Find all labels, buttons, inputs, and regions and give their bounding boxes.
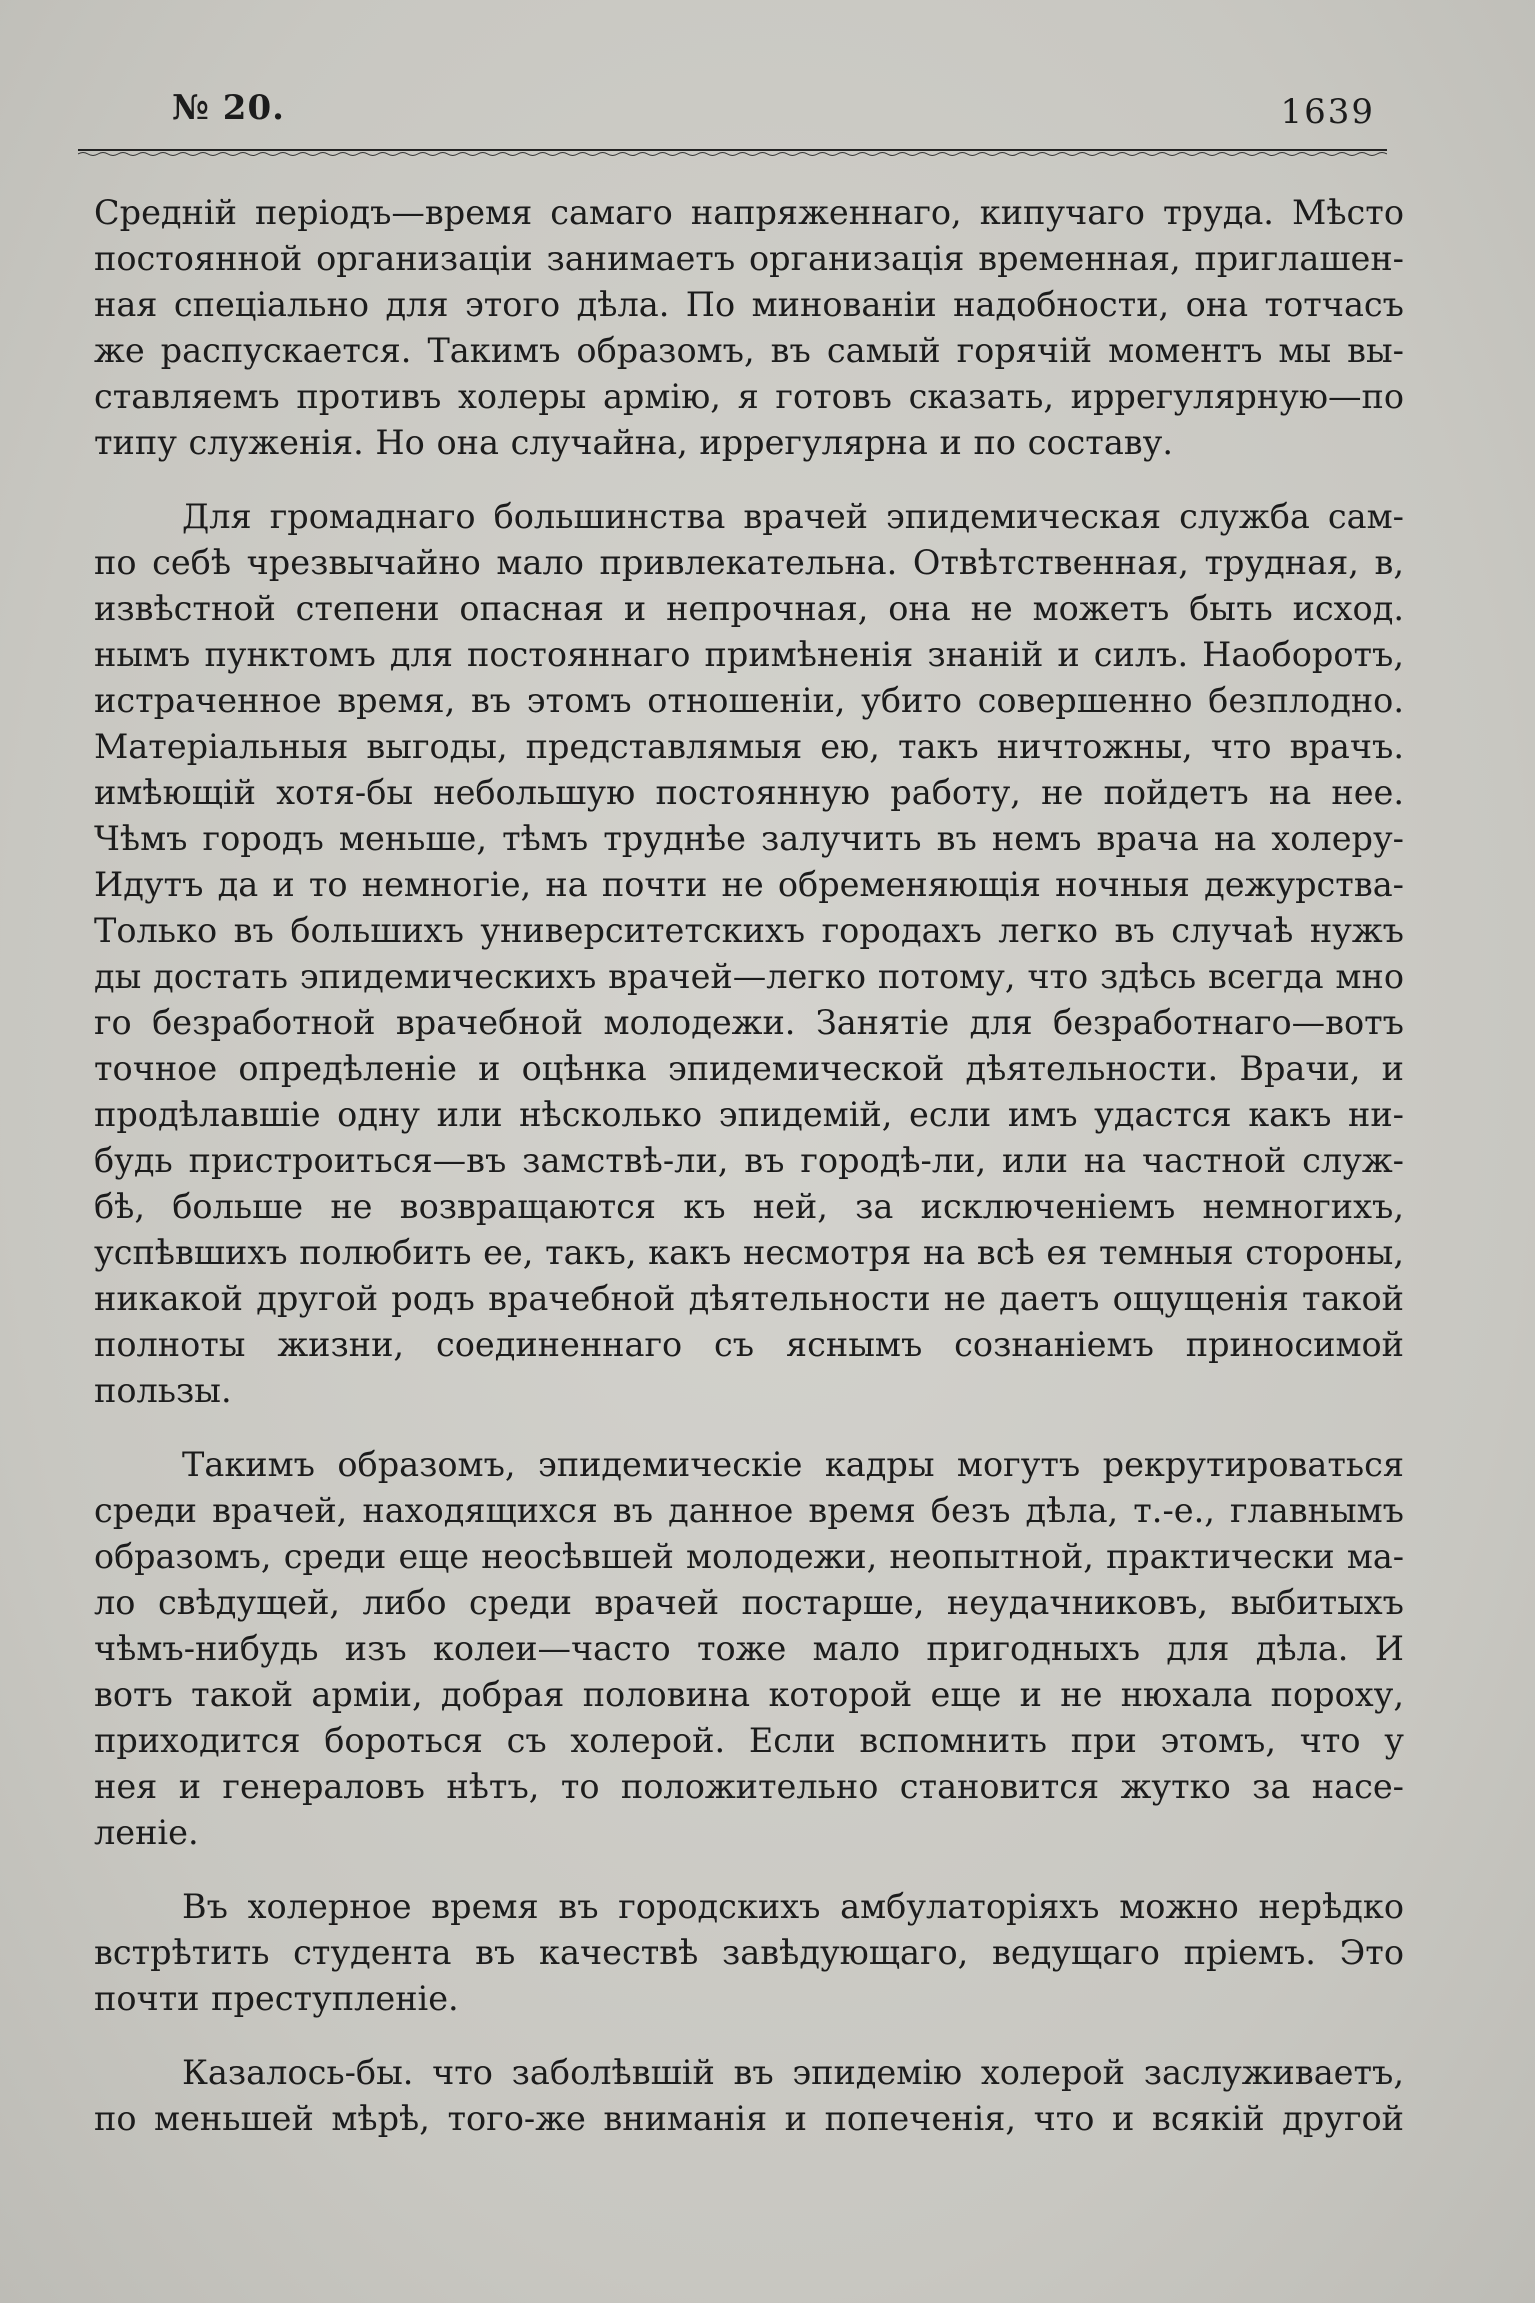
text-line: Матеріальныя выгоды, представлямыя ею, такъ ничтожны, что врачъ. <box>94 727 1404 766</box>
text-line: леніе. <box>94 1813 199 1852</box>
text-line: постоянной организаціи занимаетъ организація временная, приглашен- <box>94 239 1404 278</box>
page-number: 1639 <box>1280 92 1375 132</box>
text-line: истраченное время, въ этомъ отношеніи, убито совершенно безплодно. <box>94 681 1404 720</box>
text-line: бѣ, больше не возвращаются къ ней, за исключеніемъ немногихъ, <box>94 1187 1404 1226</box>
paragraph <box>94 1442 1404 1856</box>
text-line: типу служенія. Но она случайна, иррегулярна и по составу. <box>94 423 1174 462</box>
text-line: успѣвшихъ полюбить ее, такъ, какъ несмотря на всѣ ея темныя стороны, <box>94 1233 1404 1272</box>
paragraph <box>94 2050 1404 2142</box>
paragraph <box>94 190 1404 466</box>
text-line: Въ холерное время въ городскихъ амбулаторіяхъ можно нерѣдко <box>182 1887 1404 1926</box>
paragraph <box>94 1884 1404 2022</box>
text-line: образомъ, среди еще неосѣвшей молодежи, неопытной, практически ма- <box>94 1537 1404 1576</box>
text-line: Идутъ да и то немногіе, на почти не обременяющія ночныя дежурства- <box>94 865 1404 904</box>
issue-number: № 20. <box>172 88 285 128</box>
text-line: никакой другой родъ врачебной дѣятельности не даетъ ощущенія такой <box>94 1279 1404 1318</box>
text-line: го безработной врачебной молодежи. Занятіе для безработнаго—вотъ <box>94 1003 1404 1042</box>
text-line: чѣмъ-нибудь изъ колеи—часто тоже мало пригодныхъ для дѣла. И <box>94 1629 1404 1668</box>
paragraph <box>94 494 1404 1414</box>
text-line: нея и генераловъ нѣтъ, то положительно становится жутко за насе- <box>94 1767 1404 1806</box>
text-line: ставляемъ противъ холеры армію, я готовъ сказать, иррегулярную—по <box>94 377 1404 416</box>
text-line: Средній періодъ—время самаго напряженнаго, кипучаго труда. Мѣсто <box>94 193 1404 232</box>
text-line: приходится бороться съ холерой. Если вспомнить при этомъ, что у <box>94 1721 1404 1760</box>
text-line: Чѣмъ городъ меньше, тѣмъ труднѣе залучить въ немъ врача на холеру- <box>94 819 1404 858</box>
text-line: продѣлавшіе одну или нѣсколько эпидемій, если имъ удастся какъ ни- <box>94 1095 1404 1134</box>
text-line: вотъ такой арміи, добрая половина которой еще и не нюхала пороху, <box>94 1675 1404 1714</box>
text-line: по себѣ чрезвычайно мало привлекательна. Отвѣтственная, трудная, в, <box>94 543 1404 582</box>
text-line: нымъ пунктомъ для постояннаго примѣненія знаній и силъ. Наоборотъ, <box>94 635 1404 674</box>
header-rule <box>78 148 1387 158</box>
text-line: имѣющій хотя-бы небольшую постоянную работу, не пойдетъ на нее. <box>94 773 1404 812</box>
text-line: Для громаднаго большинства врачей эпидемическая служба сам- <box>182 497 1404 536</box>
text-line: по меньшей мѣрѣ, того-же вниманія и попеченія, что и всякій другой <box>94 2099 1404 2138</box>
text-line: Только въ большихъ университетскихъ городахъ легко въ случаѣ нужъ <box>94 911 1404 950</box>
text-line: Такимъ образомъ, эпидемическіе кадры могутъ рекрутироваться <box>182 1445 1404 1484</box>
running-header <box>80 88 1387 148</box>
text-line: точное опредѣленіе и оцѣнка эпидемической дѣятельности. Врачи, и <box>94 1049 1404 1088</box>
text-line: ды достать эпидемическихъ врачей—легко потому, что здѣсь всегда мно <box>94 957 1404 996</box>
text-line: ло свѣдущей, либо среди врачей постарше, неудачниковъ, выбитыхъ <box>94 1583 1404 1622</box>
text-line: пользы. <box>94 1371 232 1410</box>
article-body <box>94 190 1404 2142</box>
text-line: извѣстной степени опасная и непрочная, она не можетъ быть исход. <box>94 589 1404 628</box>
text-line: Казалось-бы. что заболѣвшій въ эпидемію холерой заслуживаетъ, <box>182 2053 1404 2092</box>
text-line: же распускается. Такимъ образомъ, въ самый горячій моментъ мы вы- <box>94 331 1404 370</box>
text-line: полноты жизни, соединеннаго съ яснымъ сознаніемъ приносимой <box>94 1325 1404 1364</box>
text-line: будь пристроиться—въ замствѣ-ли, въ городѣ-ли, или на частной служ- <box>94 1141 1404 1180</box>
text-line: среди врачей, находящихся въ данное время безъ дѣла, т.-е., главнымъ <box>94 1491 1404 1530</box>
text-line: встрѣтить студента въ качествѣ завѣдующаго, ведущаго пріемъ. Это <box>94 1933 1404 1972</box>
text-line: ная спеціально для этого дѣла. По минованіи надобности, она тотчасъ <box>94 285 1404 324</box>
text-line: почти преступленіе. <box>94 1979 459 2018</box>
